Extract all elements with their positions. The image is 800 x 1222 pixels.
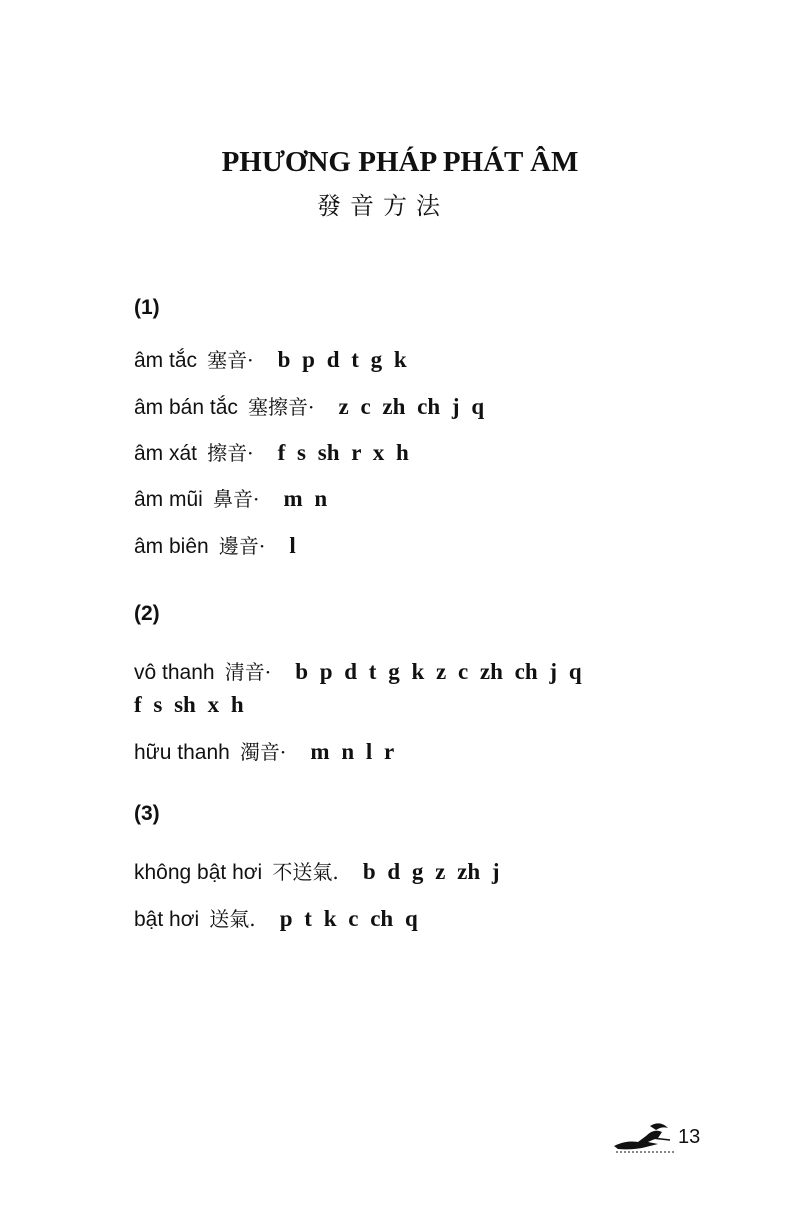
- term-vietnamese: âm biên: [134, 535, 209, 558]
- term-chinese: 塞擦音·: [248, 395, 315, 419]
- page-number: 13: [678, 1126, 701, 1148]
- sound-line: [134, 903, 418, 932]
- term-chinese: 濁音·: [239, 740, 287, 764]
- term-vietnamese: vô thanh: [134, 661, 215, 684]
- term-vietnamese: không bật hơi: [134, 861, 263, 884]
- pinyin-letters: m n: [283, 486, 328, 511]
- term-vietnamese: âm tắc: [134, 349, 198, 372]
- term-vietnamese: bật hơi: [134, 908, 200, 931]
- page-subtitle-chinese: 發音方法: [317, 192, 449, 220]
- bird-ornament-icon: [612, 1118, 678, 1158]
- section-number: (3): [134, 802, 160, 825]
- page-title: PHƯƠNG PHÁP PHÁT ÂM: [221, 146, 579, 178]
- sound-line: [134, 656, 582, 685]
- sound-line: [134, 344, 407, 373]
- page-footer: [612, 1118, 712, 1158]
- pinyin-letters: b p d t g k: [277, 347, 407, 372]
- term-vietnamese: âm xát: [134, 442, 198, 465]
- sound-line: [134, 736, 394, 765]
- sound-line: [134, 483, 327, 512]
- pinyin-letters: f s sh x h: [134, 692, 244, 717]
- sound-line: [134, 391, 484, 420]
- pinyin-letters: m n l r: [310, 739, 395, 764]
- term-chinese: 邊音·: [218, 534, 266, 558]
- section-number: (1): [134, 296, 160, 319]
- pinyin-letters: b d g z zh j: [362, 859, 500, 884]
- sound-line: [134, 530, 296, 559]
- pinyin-letters: l: [289, 533, 296, 558]
- term-vietnamese: âm mũi: [134, 488, 203, 511]
- term-chinese: 塞音·: [207, 348, 254, 372]
- sound-line: [134, 856, 500, 885]
- term-chinese: 不送氣.: [272, 860, 339, 884]
- term-chinese: 清音·: [224, 660, 272, 684]
- pinyin-letters: p t k c ch q: [279, 906, 418, 931]
- term-vietnamese: âm bán tắc: [134, 396, 238, 419]
- section-number: (2): [134, 602, 160, 625]
- term-chinese: 擦音·: [207, 441, 254, 465]
- term-chinese: 鼻音·: [212, 487, 260, 511]
- term-chinese: 送氣.: [209, 907, 256, 931]
- sound-line-continuation: [134, 692, 244, 718]
- sound-line: [134, 437, 409, 466]
- term-vietnamese: hữu thanh: [134, 741, 230, 764]
- pinyin-letters: b p d t g k z c zh ch j q: [295, 659, 582, 684]
- pinyin-letters: f s sh r x h: [277, 440, 409, 465]
- pinyin-letters: z c zh ch j q: [338, 394, 485, 419]
